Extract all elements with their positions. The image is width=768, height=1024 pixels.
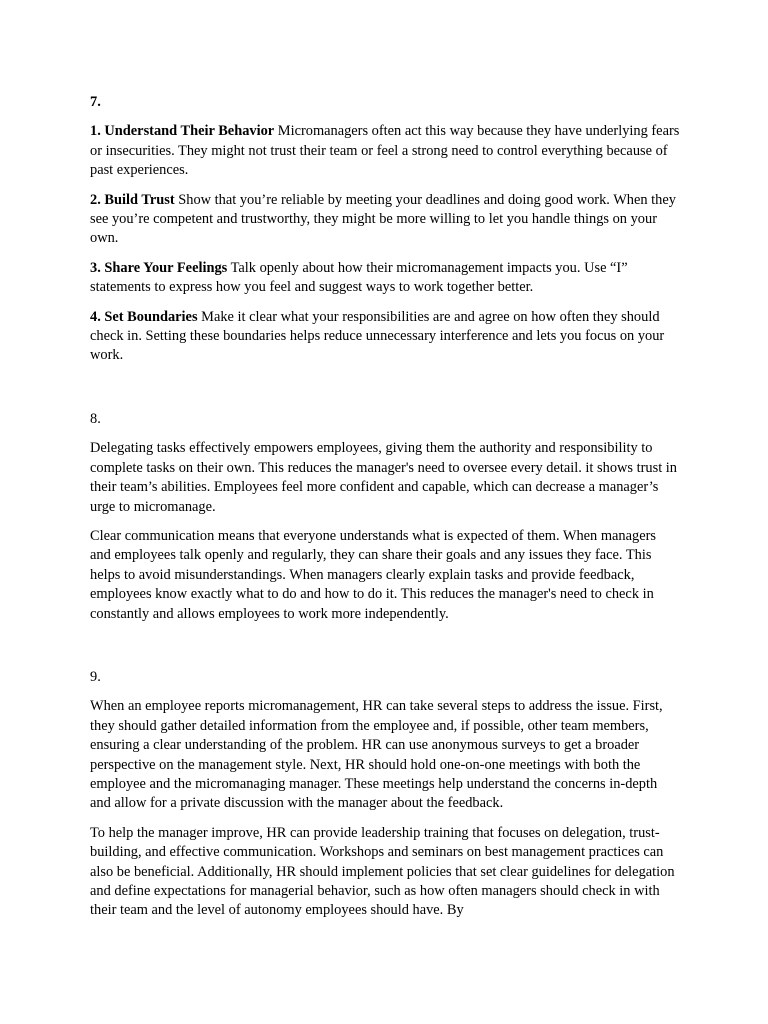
section-8-number: 8.: [90, 410, 101, 427]
section-7-item-1: [90, 122, 680, 180]
item-heading: 1. Understand Their Behavior: [90, 123, 275, 140]
section-8-paragraph-2: Clear communication means that everyone understands what is expected of them. When managers and employees talk openly and regularly, they can share their goals and any issues they face. This helps to avoid misunderstandings. When managers clearly explain tasks and provide feedback, employees know exactly what to do and how to do it. This reduces the manager's need to check in constantly and allows employees to work more independently.: [90, 527, 656, 622]
item-text: Talk openly about how their micromanagement impacts you. Use “I” statements to express how you feel and suggest ways to work together better.: [90, 259, 628, 296]
item-text: Make it clear what your responsibilities are and agree on how often they should check in. Setting these boundaries helps reduce unnecessary interference and lets you focus on your work.: [90, 308, 665, 364]
section-9-number: 9.: [90, 668, 101, 685]
section-spacer: [90, 376, 680, 410]
document-body: [90, 93, 680, 931]
section-9-paragraph-2: To help the manager improve, HR can provide leadership training that focuses on delegation, trust-building, and effective communication. Workshops and seminars on best management practices can also be beneficial. Additionally, HR should implement policies that set clear guidelines for delegation and define expectations for managerial behavior, such as how often managers should check in with their team and the level of autonomy employees should have. By: [90, 824, 675, 919]
section-7-number: 7.: [90, 94, 101, 110]
section-spacer: [90, 634, 680, 668]
section-7-item-3: [90, 259, 680, 298]
section-7-item-2: [90, 191, 680, 249]
item-heading: 4. Set Boundaries: [90, 308, 198, 325]
section-8-paragraph-1: Delegating tasks effectively empowers employees, giving them the authority and responsibility to complete tasks on their own. This reduces the manager's need to oversee every detail. it shows trust in their team’s abilities. Employees feel more confident and capable, which can decrease a manager’s urge to micromanage.: [90, 440, 677, 515]
item-heading: 3. Share Your Feelings: [90, 259, 228, 276]
section-7-item-4: [90, 308, 680, 366]
section-9-paragraph-1: When an employee reports micromanagement, HR can take several steps to address the issue. First, they should gather detailed information from the employee and, if possible, other team members, ensuring a clear understanding of the problem. HR can use anonymous surveys to get a broader perspective on the management style. Next, HR should hold one-on-one meetings with both the employee and the micromanaging manager. These meetings help understand the concerns in-depth and allow for a private discussion with the manager about the feedback.: [90, 698, 663, 812]
item-text: Micromanagers often act this way because they have underlying fears or insecurities. They might not trust their team or feel a strong need to control everything because of past experiences.: [90, 123, 680, 179]
item-heading: 2. Build Trust: [90, 191, 175, 208]
item-text: Show that you’re reliable by meeting your deadlines and doing good work. When they see you’re competent and trustworthy, they might be more willing to let you handle things on your own.: [90, 191, 676, 247]
